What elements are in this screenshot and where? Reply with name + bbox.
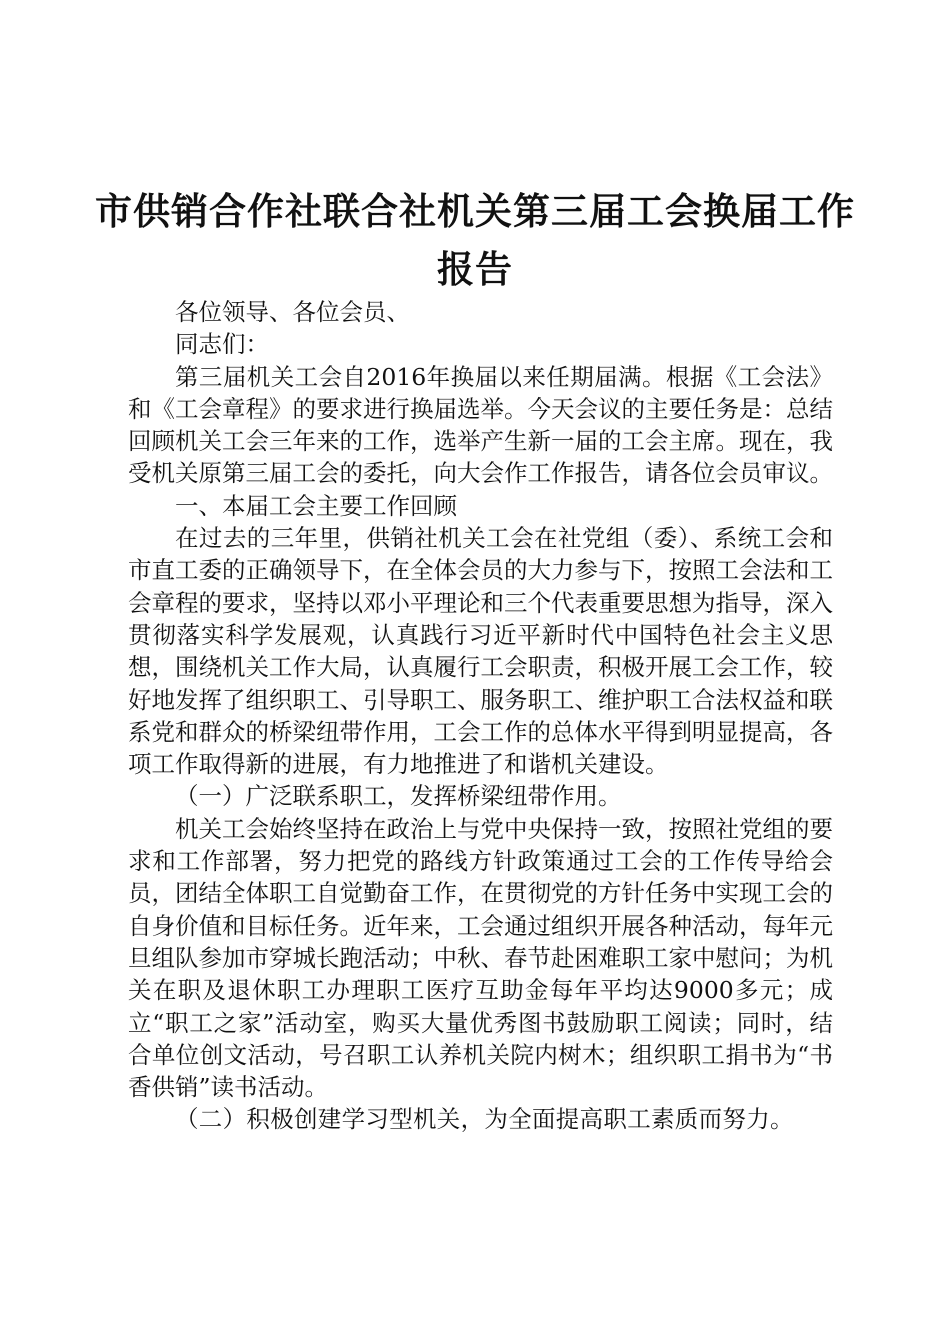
intro-paragraph: 第三届机关工会自2016年换届以来任期届满。根据《工会法》和《工会章程》的要求进行换届选举。今天会议的主要任务是：总结回顾机关工会三年来的工作，选举产生新一届的工会主席。现在，我受机关原第三届工会的委托，向大会作工作报告，请各位会员审议。 bbox=[128, 362, 833, 488]
section-heading-1: 一、本届工会主要工作回顾 bbox=[175, 491, 457, 520]
review-paragraph: 在过去的三年里，供销社机关工会在社党组（委）、系统工会和市直工委的正确领导下，在全体会员的大力参与下，按照工会法和工会章程的要求，坚持以邓小平理论和三个代表重要思想为指导，深入贯彻落实科学发展观，认真践行习近平新时代中国特色社会主义思想，围绕机关工作大局，认真履行工会职责，积极开展工会工作，较好地发挥了组织职工、引导职工、服务职工、维护职工合法权益和联系党和群众的桥梁纽带作用，工会工作的总体水平得到明显提高，各项工作取得新的进展，有力地推进了和谐机关建设。 bbox=[128, 524, 833, 779]
salutation-line-1: 各位领导、各位会员、 bbox=[175, 298, 410, 326]
document-title-line-1: 市供销合作社联合社机关第三届工会换届工作 bbox=[95, 189, 855, 233]
salutation-line-2: 同志们： bbox=[175, 330, 269, 359]
document-body bbox=[128, 296, 833, 1136]
document-title-line-2: 报告 bbox=[437, 247, 513, 291]
subsection-heading-2: （二）积极创建学习型机关，为全面提高职工素质而努力。 bbox=[175, 1105, 794, 1134]
subsection-heading-1: （一）广泛联系职工，发挥桥梁纽带作用。 bbox=[175, 782, 622, 811]
subsection-1-paragraph: 机关工会始终坚持在政治上与党中央保持一致，按照社党组的要求和工作部署，努力把党的路线方针政策通过工会的工作传导给会员，团结全体职工自觉勤奋工作，在贯彻党的方针任务中实现工会的自身价值和目标任务。近年来，工会通过组织开展各种活动，每年元旦组队参加市穿城长跑活动；中秋、春节赴困难职工家中慰问；为机关在职及退休职工办理职工医疗互助金每年平均达9000多元；成立“职工之家”活动室，购买大量优秀图书鼓励职工阅读；同时，结合单位创文活动，号召职工认养机关院内树木；组织职工捐书为“书香供销”读书活动。 bbox=[128, 814, 833, 1102]
